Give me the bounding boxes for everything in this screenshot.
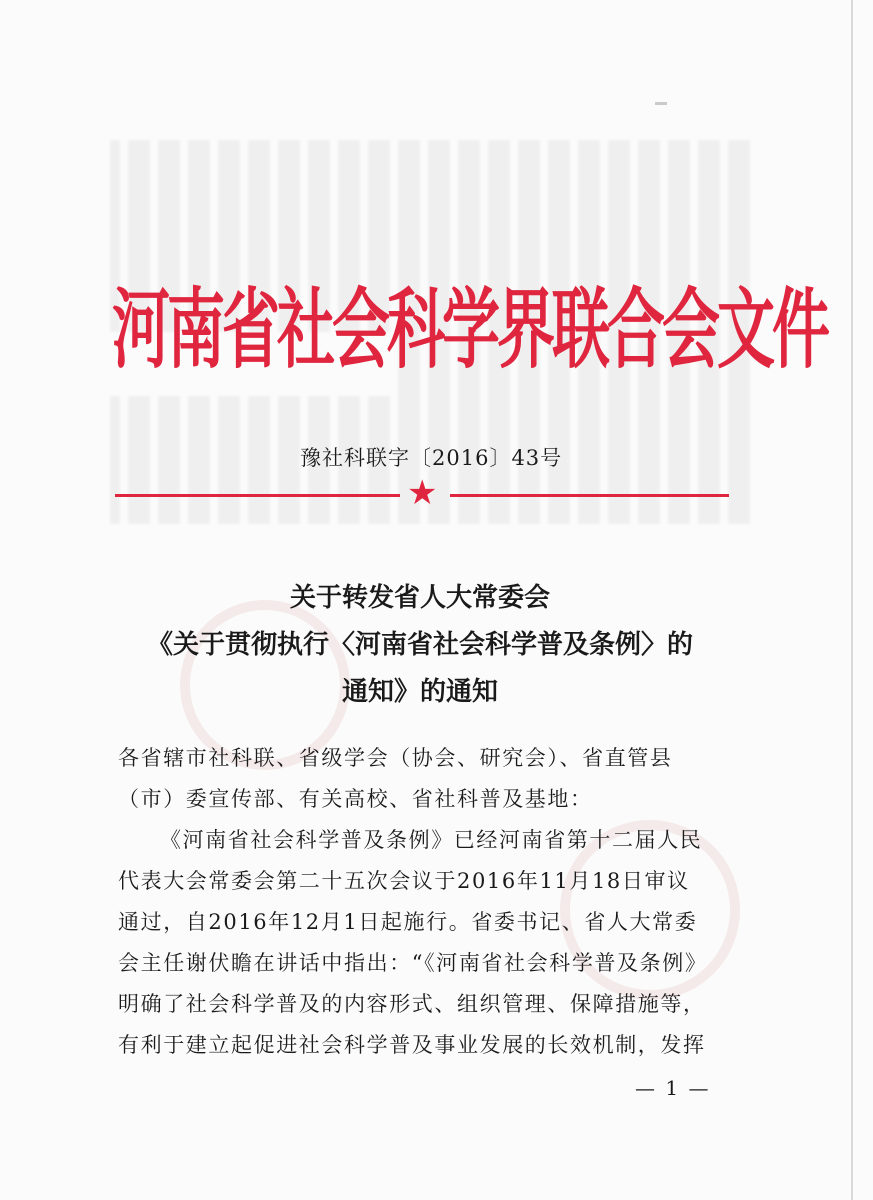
paragraph-line: 会主任谢伏瞻在讲话中指出：“《河南省社会科学普及条例》 [118, 951, 708, 975]
paragraph-line: 明确了社会科学普及的内容形式、组织管理、保障措施等， [118, 992, 706, 1016]
page-number: — 1 — [635, 1076, 711, 1100]
scan-speck [655, 102, 667, 105]
scan-edge [851, 0, 853, 1200]
addressee-line: （市）委宣传部、有关高校、省社科普及基地： [118, 787, 593, 811]
red-divider-right [450, 494, 729, 497]
addressee-line: 各省辖市社科联、省级学会（协会、研究会）、省直管县 [118, 746, 673, 770]
body-text [118, 738, 738, 1066]
paragraph-line: 有利于建立起促进社会科学普及事业发展的长效机制，发挥 [118, 1033, 706, 1057]
document-number: 豫社科联字〔2016〕43号 [300, 446, 563, 470]
notice-title-line: 《关于贯彻执行〈河南省社会科学普及条例〉的 [146, 630, 693, 660]
paragraph-line: 《河南省社会科学普及条例》已经河南省第十二届人民 [160, 828, 703, 852]
paragraph-line: 代表大会常委会第二十五次会议于2016年11月18日审议 [118, 869, 690, 893]
star-icon: ★ [407, 473, 438, 513]
org-header-title: 河南省社会科学界联合会文件 [112, 278, 828, 381]
paragraph-line: 通过，自2016年12月1日起施行。省委书记、省人大常委 [118, 910, 698, 934]
notice-title-line: 关于转发省人大常委会 [289, 583, 550, 613]
notice-title [110, 575, 730, 716]
notice-title-line: 通知》的通知 [341, 677, 498, 707]
red-divider-left [115, 494, 400, 497]
